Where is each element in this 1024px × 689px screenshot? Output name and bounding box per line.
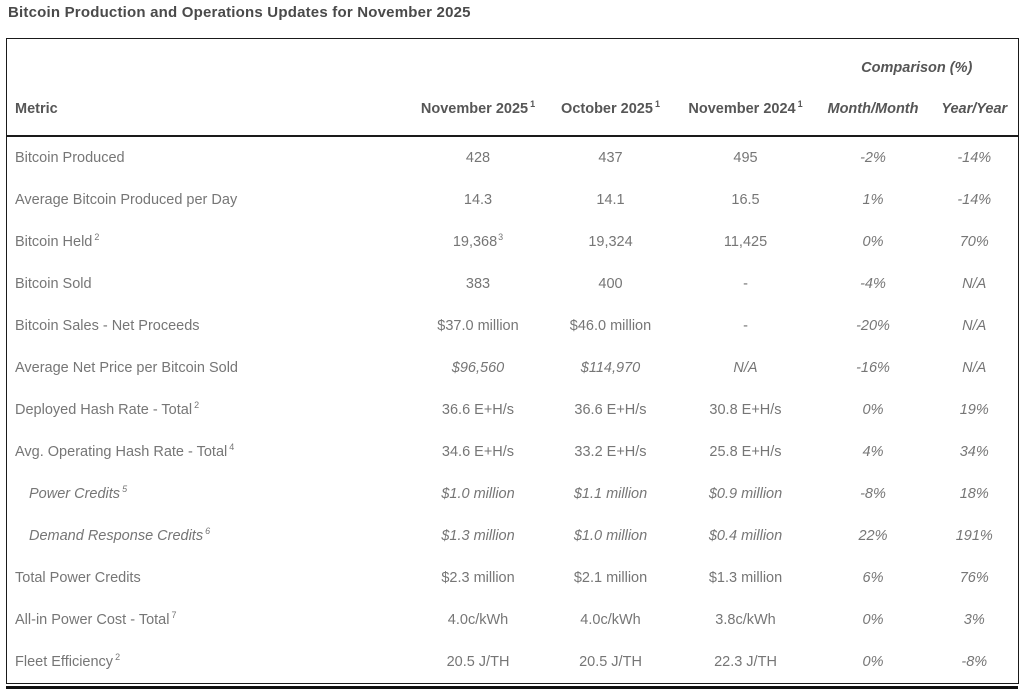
cell-value: 33.2 E+H/s — [574, 444, 647, 460]
comparison-header-row — [7, 39, 1019, 90]
cell-value: - — [743, 318, 748, 334]
metric-label: Power Credits $^5$ — [29, 484, 128, 502]
cell-value: N/A — [733, 360, 758, 376]
metric-label: Bitcoin Sales - Net Proceeds — [15, 318, 200, 334]
cell-value: 34.6 E+H/s — [441, 444, 515, 460]
page-title: Bitcoin Production and Operations Updates for November 2025 — [8, 4, 471, 21]
cell-value: 11,425 — [723, 234, 768, 250]
metric-label: Average Bitcoin Produced per Day — [15, 192, 238, 208]
cell-value: N/A — [962, 360, 987, 376]
cell-value: $1.0 million — [441, 486, 515, 502]
footnote-ref: 1 — [530, 99, 536, 109]
cell-value: 495 — [733, 150, 758, 166]
column-header-label: November 2024 — [688, 101, 796, 117]
cell-value: 4% — [862, 444, 884, 460]
footnote-ref: 2 — [194, 400, 200, 410]
cell-value: 3% — [963, 612, 985, 628]
cell-value: 1% — [862, 192, 884, 208]
metric-label: Demand Response Credits $^6$ — [29, 526, 211, 544]
cell-value: 383 — [465, 276, 491, 292]
cell-value: N/A — [962, 318, 987, 334]
column-header-month-month: Month/Month — [827, 101, 919, 117]
cell-value: 16.5 — [731, 192, 760, 208]
metric-label: Deployed Hash Rate - Total $^2$ — [15, 400, 200, 418]
metric-label: Bitcoin Sold — [15, 276, 92, 292]
cell-value: $2.3 million — [441, 570, 515, 586]
cell-value: 20.5 J/TH — [579, 654, 642, 670]
cell-value: $0.4 million — [708, 528, 783, 544]
metric-label: All-in Power Cost - Total $^7$ — [15, 610, 177, 628]
cell-value: 70% — [959, 234, 989, 250]
footnote-ref: 2 — [94, 232, 100, 242]
cell-value: -20% — [856, 318, 890, 334]
cell-value: 76% — [959, 570, 989, 586]
table-row — [7, 179, 1019, 221]
footnote-ref: 4 — [229, 442, 235, 452]
cell-value: 14.3 — [463, 192, 493, 208]
table-row — [7, 431, 1019, 473]
metric-label: Bitcoin Held $^2$ — [15, 232, 100, 250]
footnote-ref: 2 — [115, 652, 121, 662]
cell-value: 19,368$^3$ — [452, 232, 504, 250]
cell-value: 34% — [959, 444, 989, 460]
footnote-ref: 6 — [205, 526, 211, 536]
metrics-table — [6, 38, 1019, 684]
column-header-november-2024 — [676, 89, 816, 136]
cell-value: -4% — [860, 276, 886, 292]
cell-value: 0% — [862, 654, 884, 670]
table-row — [7, 557, 1019, 599]
cell-value: -16% — [856, 360, 890, 376]
cell-value: - — [743, 276, 748, 292]
metric-label: Bitcoin Produced — [15, 150, 125, 166]
cell-value: $46.0 million — [569, 318, 652, 334]
cell-value: 400 — [598, 276, 623, 292]
cell-value: 0% — [862, 612, 884, 628]
metric-label: Avg. Operating Hash Rate - Total $^4$ — [15, 442, 235, 460]
metric-label: Fleet Efficiency $^2$ — [15, 652, 121, 670]
cell-value: 30.8 E+H/s — [709, 402, 782, 418]
cell-value: 22% — [858, 528, 888, 544]
cell-value: 36.6 E+H/s — [441, 402, 515, 418]
cell-value: 18% — [959, 486, 989, 502]
table-header — [7, 39, 1019, 137]
cell-value: 19,324 — [588, 234, 633, 250]
table-row — [7, 473, 1019, 515]
cell-value: 6% — [862, 570, 884, 586]
comparison-group-header: Comparison (%) — [861, 60, 973, 76]
cell-value: 36.6 E+H/s — [574, 402, 647, 418]
column-header-label: October 2025 — [561, 101, 653, 117]
cell-value: 22.3 J/TH — [714, 654, 777, 670]
cell-value: $1.3 million — [441, 528, 515, 544]
column-header-row — [7, 89, 1019, 136]
cell-value: $1.0 million — [573, 528, 648, 544]
footnote-ref: 5 — [122, 484, 128, 494]
cell-value: $37.0 million — [437, 318, 519, 334]
column-header-october-2025 — [546, 89, 676, 136]
footnote-ref: 1 — [654, 99, 660, 109]
table-row — [7, 599, 1019, 641]
cell-value: 25.8 E+H/s — [709, 444, 782, 460]
table-row — [7, 515, 1019, 557]
footnote-ref: 1 — [797, 99, 803, 109]
cell-value: 0% — [862, 234, 884, 250]
metric-label: Total Power Credits — [15, 570, 141, 586]
table-row — [7, 263, 1019, 305]
table-row — [7, 641, 1019, 684]
column-header-november-2025 — [411, 89, 546, 136]
column-header-metric: Metric — [15, 101, 58, 117]
table-row — [7, 347, 1019, 389]
metric-label: Average Net Price per Bitcoin Sold — [15, 360, 238, 376]
cell-value: 437 — [598, 150, 623, 166]
cell-value: N/A — [962, 276, 987, 292]
cell-value: $1.3 million — [708, 570, 783, 586]
cell-value: -8% — [961, 654, 988, 670]
cell-value: $2.1 million — [573, 570, 648, 586]
header-spacer — [7, 39, 816, 90]
footnote-ref: 7 — [171, 610, 177, 620]
cell-value: $96,560 — [451, 360, 505, 376]
column-header-label: November 2025 — [420, 101, 529, 117]
table-row — [7, 305, 1019, 347]
table-body — [7, 136, 1019, 684]
cell-value: $1.1 million — [573, 486, 648, 502]
cell-value: $0.9 million — [708, 486, 783, 502]
cell-value: 20.5 J/TH — [446, 654, 510, 670]
cell-value: 4.0c/kWh — [580, 612, 641, 628]
cell-value: -8% — [860, 486, 886, 502]
table-row — [7, 389, 1019, 431]
cell-value: 428 — [465, 150, 491, 166]
footnote-ref: 3 — [498, 232, 504, 242]
cell-value: -2% — [860, 150, 886, 166]
cell-value: $114,970 — [580, 360, 641, 376]
cell-value: 14.1 — [596, 192, 625, 208]
cell-value: 191% — [955, 528, 993, 544]
table-row — [7, 221, 1019, 263]
cell-value: 0% — [862, 402, 884, 418]
table-row — [7, 136, 1019, 179]
cell-value: -14% — [957, 150, 992, 166]
cell-value: 3.8c/kWh — [715, 612, 776, 628]
metrics-table-container — [6, 38, 1018, 689]
cell-value: 19% — [959, 402, 989, 418]
cell-value: 4.0c/kWh — [447, 612, 509, 628]
cell-value: -14% — [957, 192, 992, 208]
column-header-year-year: Year/Year — [941, 101, 1008, 117]
